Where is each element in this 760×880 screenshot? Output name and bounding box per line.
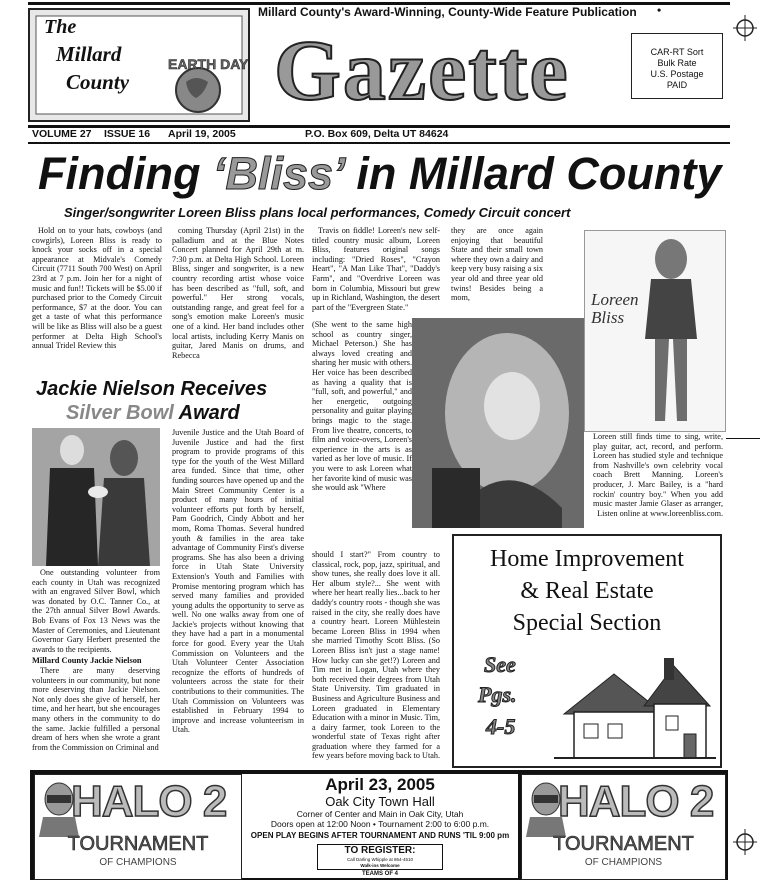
standing-figure-icon [585,231,725,431]
logo-box [28,8,250,122]
register-phone: Call Darling Whipple at 864-4510 [346,857,414,862]
bliss-col-4: they are once again enjoying that beautiful State and their small town where they own a dairy and keep very busy raising a six year old and three year old twins! Besides being a mom, [451,226,543,303]
logo-millard: Millard [56,42,122,66]
register-teams: TEAMS OF 4 [361,871,398,877]
home-ad-line3: Special Section [512,610,662,636]
loreen-bliss-photo [412,318,584,528]
nielson-col-1: There are many deserving volunteers in our community, but none more deserving than Jackie Nielson. Not only does she give of herself, her time, and her heart, but she encourages many others in the community to do the same. Jackie fulfilled a personal dream of hers when she wrote a grant from the Commission on Criminal and [32,666,160,752]
home-ad-pgs: Pgs. [478,682,517,707]
nielson-subhead: Millard County Jackie Nielson [32,656,142,665]
volume-rule-bottom [28,142,730,144]
register-walkins: Walk-ins Welcome [360,863,400,868]
issue-date: April 19, 2005 [168,128,236,140]
bliss-col-3c: should I start?" From country to classical, rock, pop, jazz, spiritual, and show tunes, she really does love it all. Her album style?... She went with where her heart really lies...back to her daddy's country roots - though she was raised in the city, she really does have a country heart. Loreen Mühlestein became Loreen Bliss in 1994 when she married Timothy Scott Bliss. (So Loreen Bliss isn't just a stage name! How lucky can she get!?) Loreen and Tim met in Logan, Utah where they both received their degrees from Utah State University. Tim graduated in Business and Agriculture Business and Loreen graduated in Elementary Education with a minor in Music. Tim, a dairy farmer, took Loreen to the wonderful state of Texas right after graduation where they farmed for a few years before moving back to Utah. [312,550,440,761]
event-venue: Oak City Town Hall [325,794,435,809]
halo-champions-right: OF CHAMPIONS [584,857,663,868]
postage-box [631,33,723,99]
subheadline: Singer/songwriter Loreen Bliss plans local performances, Comedy Circuit concert [64,205,571,220]
register-heading: TO REGISTER: [344,845,416,856]
nielson-headline-2 [66,402,240,425]
home-ad-pages: 4-5 [486,714,516,739]
halo-logo-right [521,774,726,880]
house-icon [554,654,716,762]
nielson-caption: One outstanding volunteer from each county in Utah was recognized with an engraved Silver Bowl, which was donated by O.C. Tanner Co., at the 27th annual Silver Bowl Awards. Bob Evans of Fox 13 News was the Master of Ceremonies, and Lieutenant Governor Gary Herbert presented the awards to the recipients. [32,568,160,654]
home-ad-see: See [484,652,516,677]
logo-county: County [66,70,130,94]
nielson-col-2: Juvenile Justice and the Utah Board of Juvenile Justice and had the first program to provide programs of this type for the youth of the West Millard area funded. Since that time, other funding sources have opened up and the Main Street Community Center is a product of many hours of initial volunteer efforts put forth by herself, Pam Goodrich, Cindy Abbott and her mom, Roma Thomas. Several hundred youth & families in the area take advantage of Community First's diverse programs. She has also been a driving force in Utah State University Extension's Youth and Families with Promise mentoring program which has served many families and provided young adults the opportunity to serve as well. No one walks away from one of Jackie's projects without knowing that they have had a part in a monumental force for good. Every year the Utah Commission on Volunteers and the Utah Volunteer Center Association recognize the efforts of hundreds of volunteers across the state for their contributions to their communities. The Utah Commission on Volunteers was established in February 1994 to improve and increase volunteerism in Utah. [172,428,304,735]
main-headline [38,146,728,202]
postage-line: Bulk Rate [657,58,697,68]
halo-event-details [242,774,518,878]
postage-line: U.S. Postage [650,69,704,79]
registration-mark-icon [732,12,758,42]
event-open-play: OPEN PLAY BEGINS AFTER TOURNAMENT AND RUNS 'TIL 9:00 pm [250,831,510,840]
halo-tournament-left: TOURNAMENT [67,833,209,855]
headline-pre: Finding [38,148,213,199]
halo-tournament-right: TOURNAMENT [553,833,694,855]
halo-logo-left [34,774,242,880]
issue-label: ISSUE 16 [104,128,151,140]
home-improvement-ad [452,534,722,768]
bliss-col-2: coming Thursday (April 21st) in the palladium and at the Blue Notes Concert planned for April 29th at m. 7:30 p.m. at Delta High School. Loreen Bliss, singer and songwriter, is a new country recording artist whose voice has been described as "full, soft, and powerful." Her strong vocals, outstanding range, and great feel for a song's emotion make Loreen's music one of a kind. Her band includes other local artists, including Kerry Manis on guitar, Jared Manis on drums, and Rebecca [172,226,304,360]
headline-post: in Millard County [343,148,722,199]
volume-label: VOLUME 27 [32,128,92,140]
masthead-tagline: Millard County's Award-Winning, County-Wide Feature Publication [258,5,637,19]
event-times: Doors open at 12:00 Noon • Tournament 2:00 to 6:00 p.m. [270,819,490,829]
halo-title-right: HALO 2 [558,777,714,826]
nielson-headline-1: Jackie Nielson Receives [36,378,268,400]
halo-title-left: HALO 2 [71,777,227,826]
award-text: Award [173,402,240,424]
masthead-title: Gazette [274,22,570,118]
bliss-col-4b: Loreen still finds time to sing, write, play guitar, act, record, and perform. Loreen has studied style and technique from Nashville's own celebrity vocal coach Brett Manning. Loreen's producer, J. Marc Bailey, is a "hard rockin' country boy." When you add music master Jamie Glaser as arranger, [593,432,723,508]
event-location: Corner of Center and Main in Oak City, Utah [296,809,464,819]
loreen-portrait-icon [412,318,584,528]
silver-bowl-text: Silver Bowl [66,402,174,424]
bliss-col-3b: (She went to the same high school as country singer, Michael Peterson.) She has always loved creating and sharing her music with others. Her voice has been described as having a quality that is "full, soft, and powerful," and her energetic, outgoing personality and guitar playing brings magic to the stage. From live theatre, concerts, to film and voice-overs, Loreen's experience in the arts is as varied as her love of music. If you were to ask Loreen what her favorite kind of music was she would ask "Where [312,320,412,493]
registration-mark-icon [732,826,758,856]
loreen-signature: Loreen Bliss [591,290,639,327]
home-ad-line1: Home Improvement [490,546,684,572]
postage-line: PAID [666,80,688,90]
loreen-standing-photo [584,230,726,432]
event-date: April 23, 2005 [325,775,435,794]
bliss-website: Listen online at www.loreenbliss.com. [597,509,723,518]
home-ad-line2: & Real Estate [520,578,654,604]
bullet-dot: • [657,3,662,17]
bliss-col-1: Hold on to your hats, cowboys (and cowgirls), Loreen Bliss is ready to knock your socks off in a special appearance at Midvale's Comedy Circuit (7711 South 700 West) on April 23rd at 7 p.m. Join her for a night of music and fun!! Tickets will be $5.00 if purchased prior to the Comedy Circuit performance, $7 at the door. You can get a taste of what this performance will be like as Bliss will also be a guest performer at Delta High School's annual Tridel Review this [32,226,162,351]
halo-champions-left: OF CHAMPIONS [99,857,177,868]
nielson-award-photo [32,428,160,566]
award-presentation-icon [32,428,160,566]
logo-earth-day: EARTH DAY [168,56,249,72]
edge-tick [726,438,760,439]
po-box-address: P.O. Box 609, Delta UT 84624 [305,128,449,140]
bliss-col-3a: Travis on fiddle! Loreen's new self-titled country music album, Loreen Bliss, features original songs including: "Dried Roses", "Crayon Heart", "A Man Like That", "Daddy's Farm", and "Overdrive Loreen was born in Columbia, Missouri but grew up in Richland, Washington, the desert part of the "Evergreen State." [312,226,440,312]
logo-the: The [44,16,77,38]
headline-highlight: ‘Bliss’ [212,148,344,199]
postage-line: CAR-RT Sort [650,47,704,57]
